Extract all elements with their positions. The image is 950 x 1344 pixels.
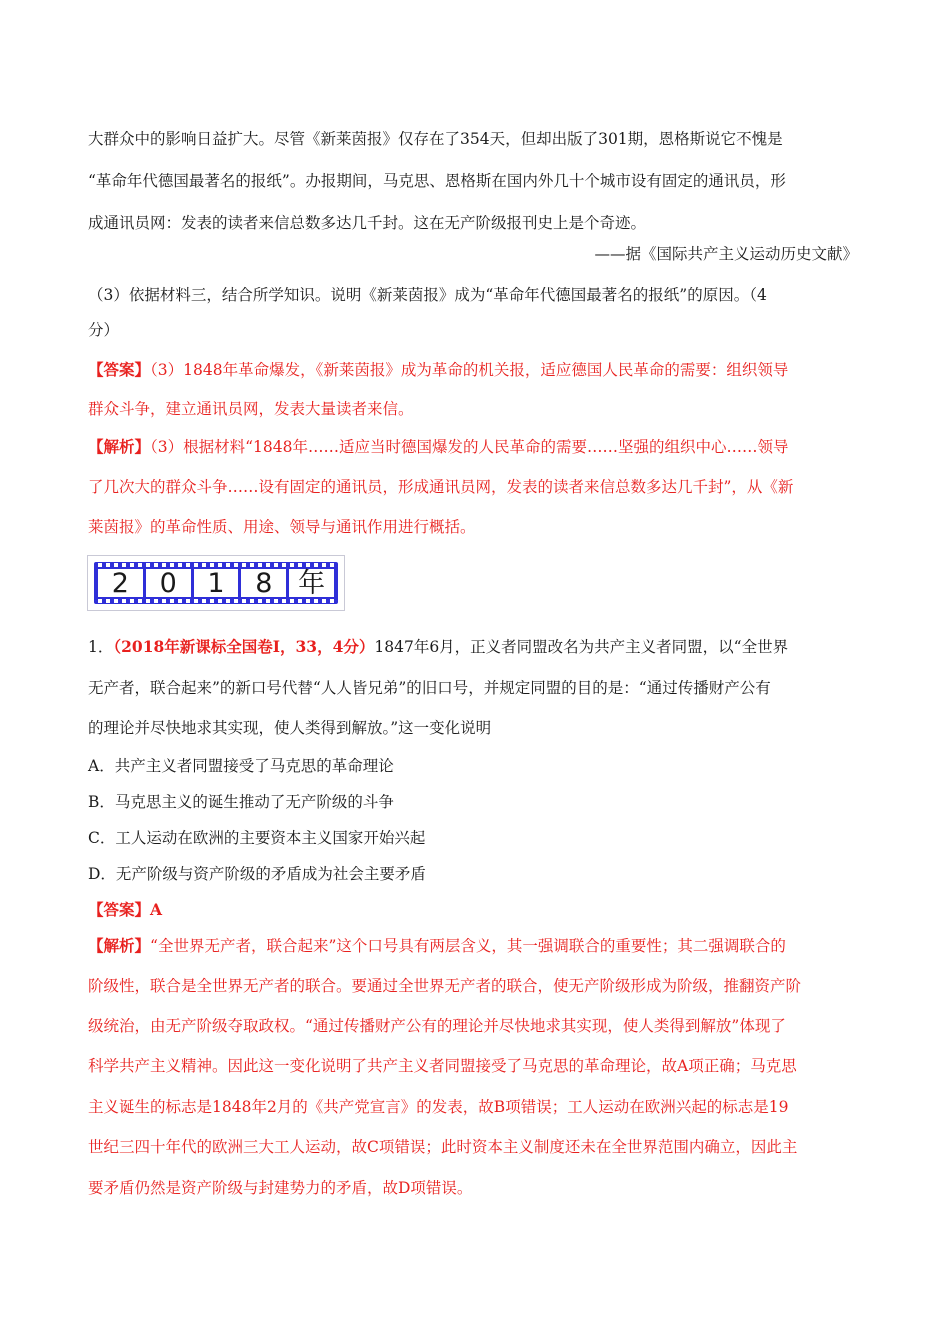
analysis-1-line-3: 级统治，由无产阶级夺取政权。“通过传播财产公有的理论并尽快地求其实现，使人类得到解放”体现了: [88, 1017, 786, 1035]
analysis-label: 【解析】: [88, 936, 151, 955]
answer-value: A: [150, 900, 163, 919]
year-cell: 2: [98, 569, 143, 597]
option-c: C．工人运动在欧洲的主要资本主义国家开始兴起: [88, 829, 426, 847]
option-a: A．共产主义者同盟接受了马克思的革命理论: [88, 757, 394, 775]
analysis-1-line-7: 要矛盾仍然是资产阶级与封建势力的矛盾，故D项错误。: [88, 1179, 473, 1197]
question-3-line-2: 分）: [88, 321, 120, 339]
material-line-2: “革命年代德国最著名的报纸”。办报期间，马克思、恩格斯在国内外几十个城市设有固定的通讯员，形: [88, 172, 786, 190]
question-1-text: 1847年6月，正义者同盟改名为共产主义者同盟，以“全世界: [374, 638, 789, 656]
option-d: D．无产阶级与资产阶级的矛盾成为社会主要矛盾: [88, 865, 426, 883]
question-1-line-2: 无产者，联合起来”的新口号代替“人人皆兄弟”的旧口号，并规定同盟的目的是：“通过传播财产公有: [88, 679, 771, 697]
analysis-label: 【解析】: [88, 437, 151, 456]
analysis-1-text: “全世界无产者，联合起来”这个口号具有两层含义，其一强调联合的重要性；其二强调联合的: [150, 937, 786, 955]
analysis-1-line-1: [88, 936, 786, 956]
answer-label: 【答案】: [88, 360, 151, 379]
option-b: B．马克思主义的诞生推动了无产阶级的斗争: [88, 793, 394, 811]
film-holes-top: [98, 563, 334, 567]
analysis-1-line-5: 主义诞生的标志是1848年2月的《共产党宣言》的发表，故B项错误；工人运动在欧洲兴起的标志是19: [88, 1098, 789, 1116]
analysis-1-line-4: 科学共产主义精神。因此这一变化说明了共产主义者同盟接受了马克思的革命理论，故A项正确；马克思: [88, 1057, 797, 1075]
year-cell: 年: [289, 569, 334, 597]
analysis-3-line-2: 了几次大的群众斗争……设有固定的通讯员，形成通讯员网，发表的读者来信总数多达几千封”，从《新: [88, 478, 794, 496]
year-cell: 8: [241, 569, 286, 597]
film-strip: [94, 562, 338, 604]
material-source: ——据《国际共产主义运动历史文献》: [594, 245, 858, 263]
analysis-3-text: （3）根据材料“1848年……适应当时德国爆发的人民革命的需要……坚强的组织中心……领导: [150, 438, 789, 456]
analysis-3-line-3: 莱茵报》的革命性质、用途、领导与通讯作用进行概括。: [88, 518, 476, 536]
question-1-line-1: [88, 637, 788, 657]
question-source: （2018年新课标全国卷Ⅰ，33，4分）: [113, 637, 375, 656]
answer-3-line-1: [88, 360, 788, 380]
material-line-3: 成通讯员网：发表的读者来信总数多达几千封。这在无产阶级报刊史上是个奇迹。: [88, 214, 647, 232]
answer-3-line-2: 群众斗争，建立通讯员网，发表大量读者来信。: [88, 400, 414, 418]
answer-1: [88, 900, 162, 920]
analysis-1-line-6: 世纪三四十年代的欧洲三大工人运动，故C项错误；此时资本主义制度还未在全世界范围内确立，因此主: [88, 1138, 798, 1156]
year-cell: 0: [146, 569, 191, 597]
year-cell: 1: [194, 569, 239, 597]
film-holes-bottom: [98, 599, 334, 603]
question-3-line-1: （3）依据材料三，结合所学知识。说明《新莱茵报》成为“革命年代德国最著名的报纸”的原因。（4: [88, 286, 767, 304]
analysis-3-line-1: [88, 437, 789, 457]
analysis-1-line-2: 阶级性，联合是全世界无产者的联合。要通过全世界无产者的联合，使无产阶级形成为阶级，推翻资产阶: [88, 977, 802, 995]
answer-label: 【答案】: [88, 900, 151, 919]
question-number: 1．: [88, 638, 114, 656]
material-line-1: 大群众中的影响日益扩大。尽管《新莱茵报》仅存在了354天，但却出版了301期，恩格斯说它不愧是: [88, 130, 783, 148]
answer-3-text: （3）1848年革命爆发，《新莱茵报》成为革命的机关报，适应德国人民革命的需要：组织领导: [150, 361, 789, 379]
question-1-line-3: 的理论并尽快地求其实现，使人类得到解放。”这一变化说明: [88, 719, 492, 737]
year-banner: [87, 555, 345, 611]
year-cells: [98, 569, 334, 597]
